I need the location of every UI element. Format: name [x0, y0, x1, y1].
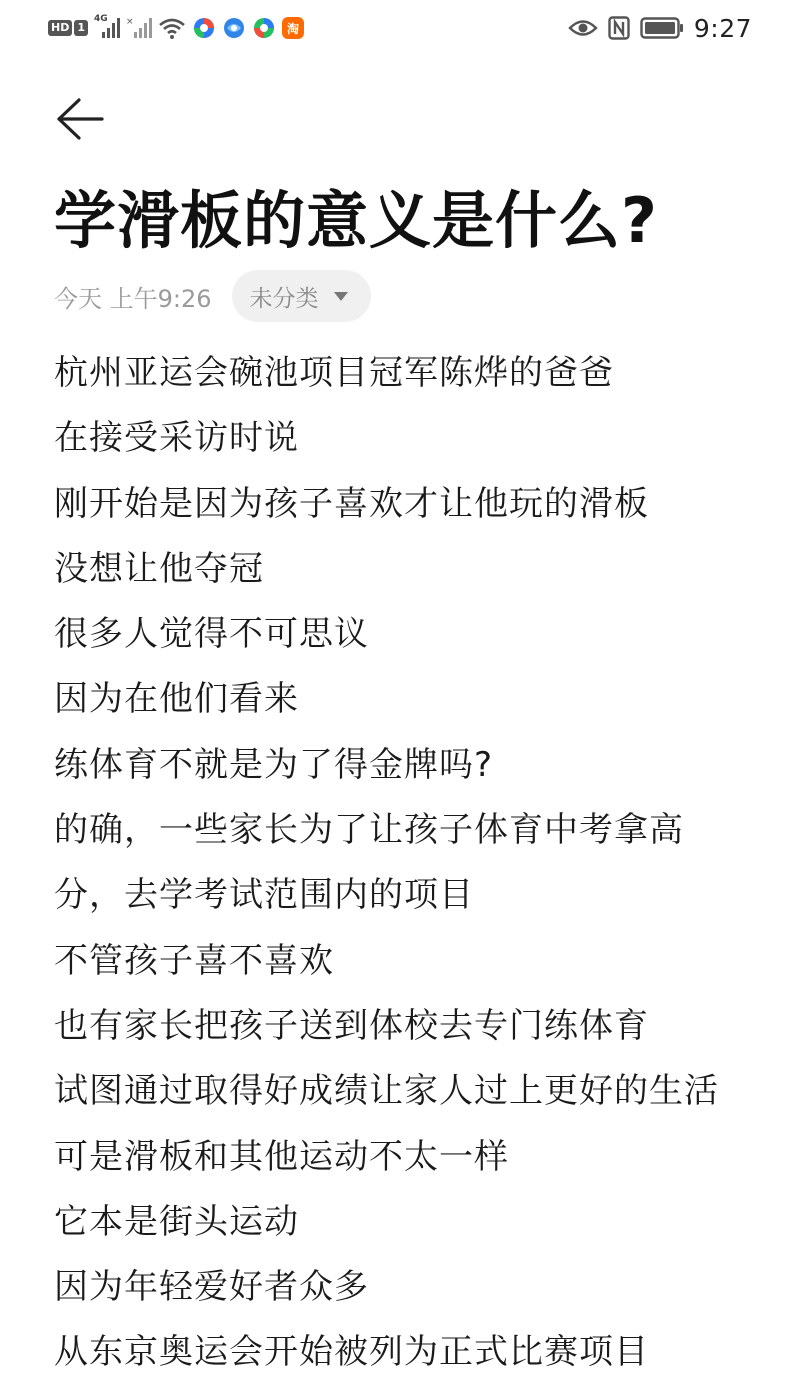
note-line: 分，去学考试范围内的项目	[54, 875, 474, 916]
signal-no-sim-icon	[126, 16, 152, 40]
hd-icon	[48, 20, 88, 36]
category-dropdown[interactable]	[232, 270, 371, 322]
back-button[interactable]	[54, 95, 106, 143]
note-line: 没想让他夺冠	[54, 548, 264, 589]
note-line: 可是滑板和其他运动不太一样	[54, 1136, 509, 1177]
note-line: 杭州亚运会碗池项目冠军陈烨的爸爸	[54, 353, 614, 393]
category-label: 未分类	[249, 285, 319, 312]
svg-text:×: ×	[126, 17, 134, 27]
note-body[interactable]	[54, 341, 774, 1386]
taobao-icon	[282, 17, 304, 39]
sim-label: 1	[74, 20, 88, 36]
note-line: 因为年轻爱好者众多	[54, 1267, 369, 1308]
signal-4g-icon	[94, 16, 120, 40]
status-bar	[0, 0, 800, 56]
status-bar-right	[568, 13, 752, 43]
clock: 9:27	[693, 13, 752, 43]
hd-label: HD	[48, 20, 72, 36]
note-line: 在接受采访时说	[54, 418, 299, 459]
note-date: 今天 上午9:26	[54, 284, 212, 313]
note-line: 很多人觉得不可思议	[54, 614, 369, 655]
chevron-down-icon	[333, 290, 349, 302]
note-line: 的确，一些家长为了让孩子体育中考拿高	[54, 810, 684, 851]
status-bar-left	[48, 13, 304, 43]
app-notification-icon	[252, 16, 276, 40]
note-title[interactable]: 学滑板的意义是什么?	[54, 184, 658, 257]
app-notification-icon	[222, 16, 246, 40]
taobao-label: 淘	[286, 21, 299, 36]
note-line: 从东京奥运会开始被列为正式比赛项目	[54, 1332, 649, 1373]
eye-icon	[568, 17, 598, 39]
note-line: 因为在他们看来	[54, 679, 299, 720]
network-label: 4G	[94, 14, 108, 24]
back-arrow-icon	[55, 97, 105, 141]
battery-icon	[640, 17, 684, 39]
note-line: 练体育不就是为了得金牌吗?	[54, 744, 494, 785]
note-line: 它本是街头运动	[54, 1201, 299, 1242]
note-line: 也有家长把孩子送到体校去专门练体育	[54, 1005, 649, 1046]
app-notification-icon	[192, 16, 216, 40]
note-meta-row	[54, 270, 371, 322]
wifi-icon	[158, 16, 186, 40]
note-line: 试图通过取得好成绩让家人过上更好的生活	[54, 1071, 719, 1112]
nfc-icon	[608, 16, 630, 40]
note-line: 刚开始是因为孩子喜欢才让他玩的滑板	[54, 483, 649, 524]
note-line: 不管孩子喜不喜欢	[54, 940, 334, 981]
